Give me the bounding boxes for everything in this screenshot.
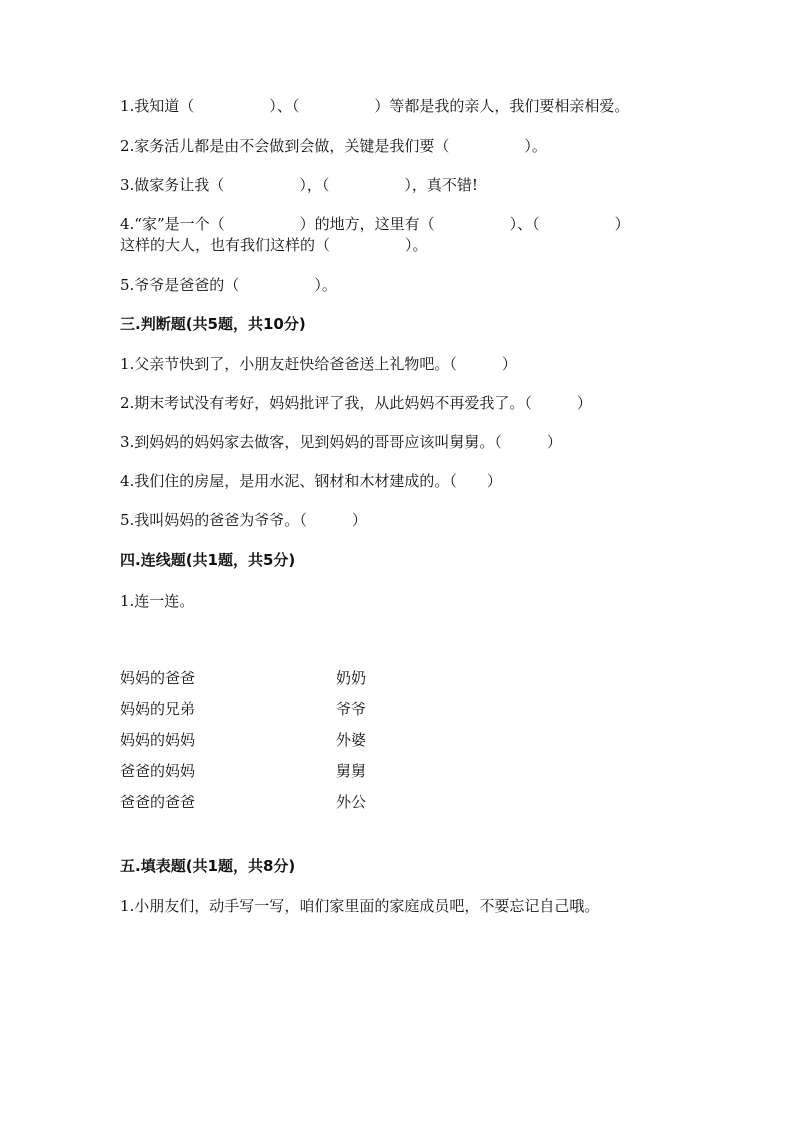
fill-blank-question-2: 2.家务活儿都是由不会做到会做，关键是我们要（ ）。	[120, 137, 547, 155]
fill-blank-question-4-line-1: 4.“家”是一个（ ）的地方，这里有（ ）、（ ）	[120, 215, 630, 233]
judgment-question-4: 4.我们住的房屋，是用水泥、钢材和木材建成的。（ ）	[120, 472, 502, 490]
match-right-item[interactable]: 奶奶	[336, 669, 367, 687]
match-left-item[interactable]: 爸爸的爸爸	[120, 793, 196, 811]
fill-blank-question-5: 5.爷爷是爸爸的（ ）。	[120, 276, 337, 294]
match-left-item[interactable]: 妈妈的爸爸	[120, 669, 196, 687]
section-heading-judgment: 三.判断题(共5题，共10分)	[120, 315, 306, 333]
section-heading-table-fill: 五.填表题(共1题，共8分)	[120, 857, 296, 875]
fill-blank-question-1: 1.我知道（ ）、（ ）等都是我的亲人，我们要相亲相爱。	[120, 97, 630, 115]
match-right-item[interactable]: 爷爷	[336, 700, 367, 718]
match-right-item[interactable]: 外公	[336, 793, 367, 811]
judgment-question-1: 1.父亲节快到了，小朋友赶快给爸爸送上礼物吧。（ ）	[120, 355, 517, 373]
judgment-question-2: 2.期末考试没有考好，妈妈批评了我，从此妈妈不再爱我了。（ ）	[120, 394, 592, 412]
fill-blank-question-4-line-2: 这样的大人，也有我们这样的（ ）。	[120, 236, 428, 254]
judgment-question-3: 3.到妈妈的妈妈家去做客，见到妈妈的哥哥应该叫舅舅。（ ）	[120, 433, 562, 451]
table-fill-question: 1.小朋友们，动手写一写，咱们家里面的家庭成员吧，不要忘记自己哦。	[120, 897, 600, 915]
match-right-item[interactable]: 舅舅	[336, 762, 367, 780]
section-heading-matching: 四.连线题(共1题，共5分)	[120, 551, 296, 569]
match-left-item[interactable]: 妈妈的兄弟	[120, 700, 196, 718]
match-left-item[interactable]: 爸爸的妈妈	[120, 762, 196, 780]
judgment-question-5: 5.我叫妈妈的爸爸为爷爷。（ ）	[120, 511, 367, 529]
fill-blank-question-3: 3.做家务让我（ ），（ ），真不错!	[120, 176, 478, 194]
matching-question: 1.连一连。	[120, 592, 195, 610]
match-right-item[interactable]: 外婆	[336, 731, 367, 749]
match-left-item[interactable]: 妈妈的妈妈	[120, 731, 196, 749]
